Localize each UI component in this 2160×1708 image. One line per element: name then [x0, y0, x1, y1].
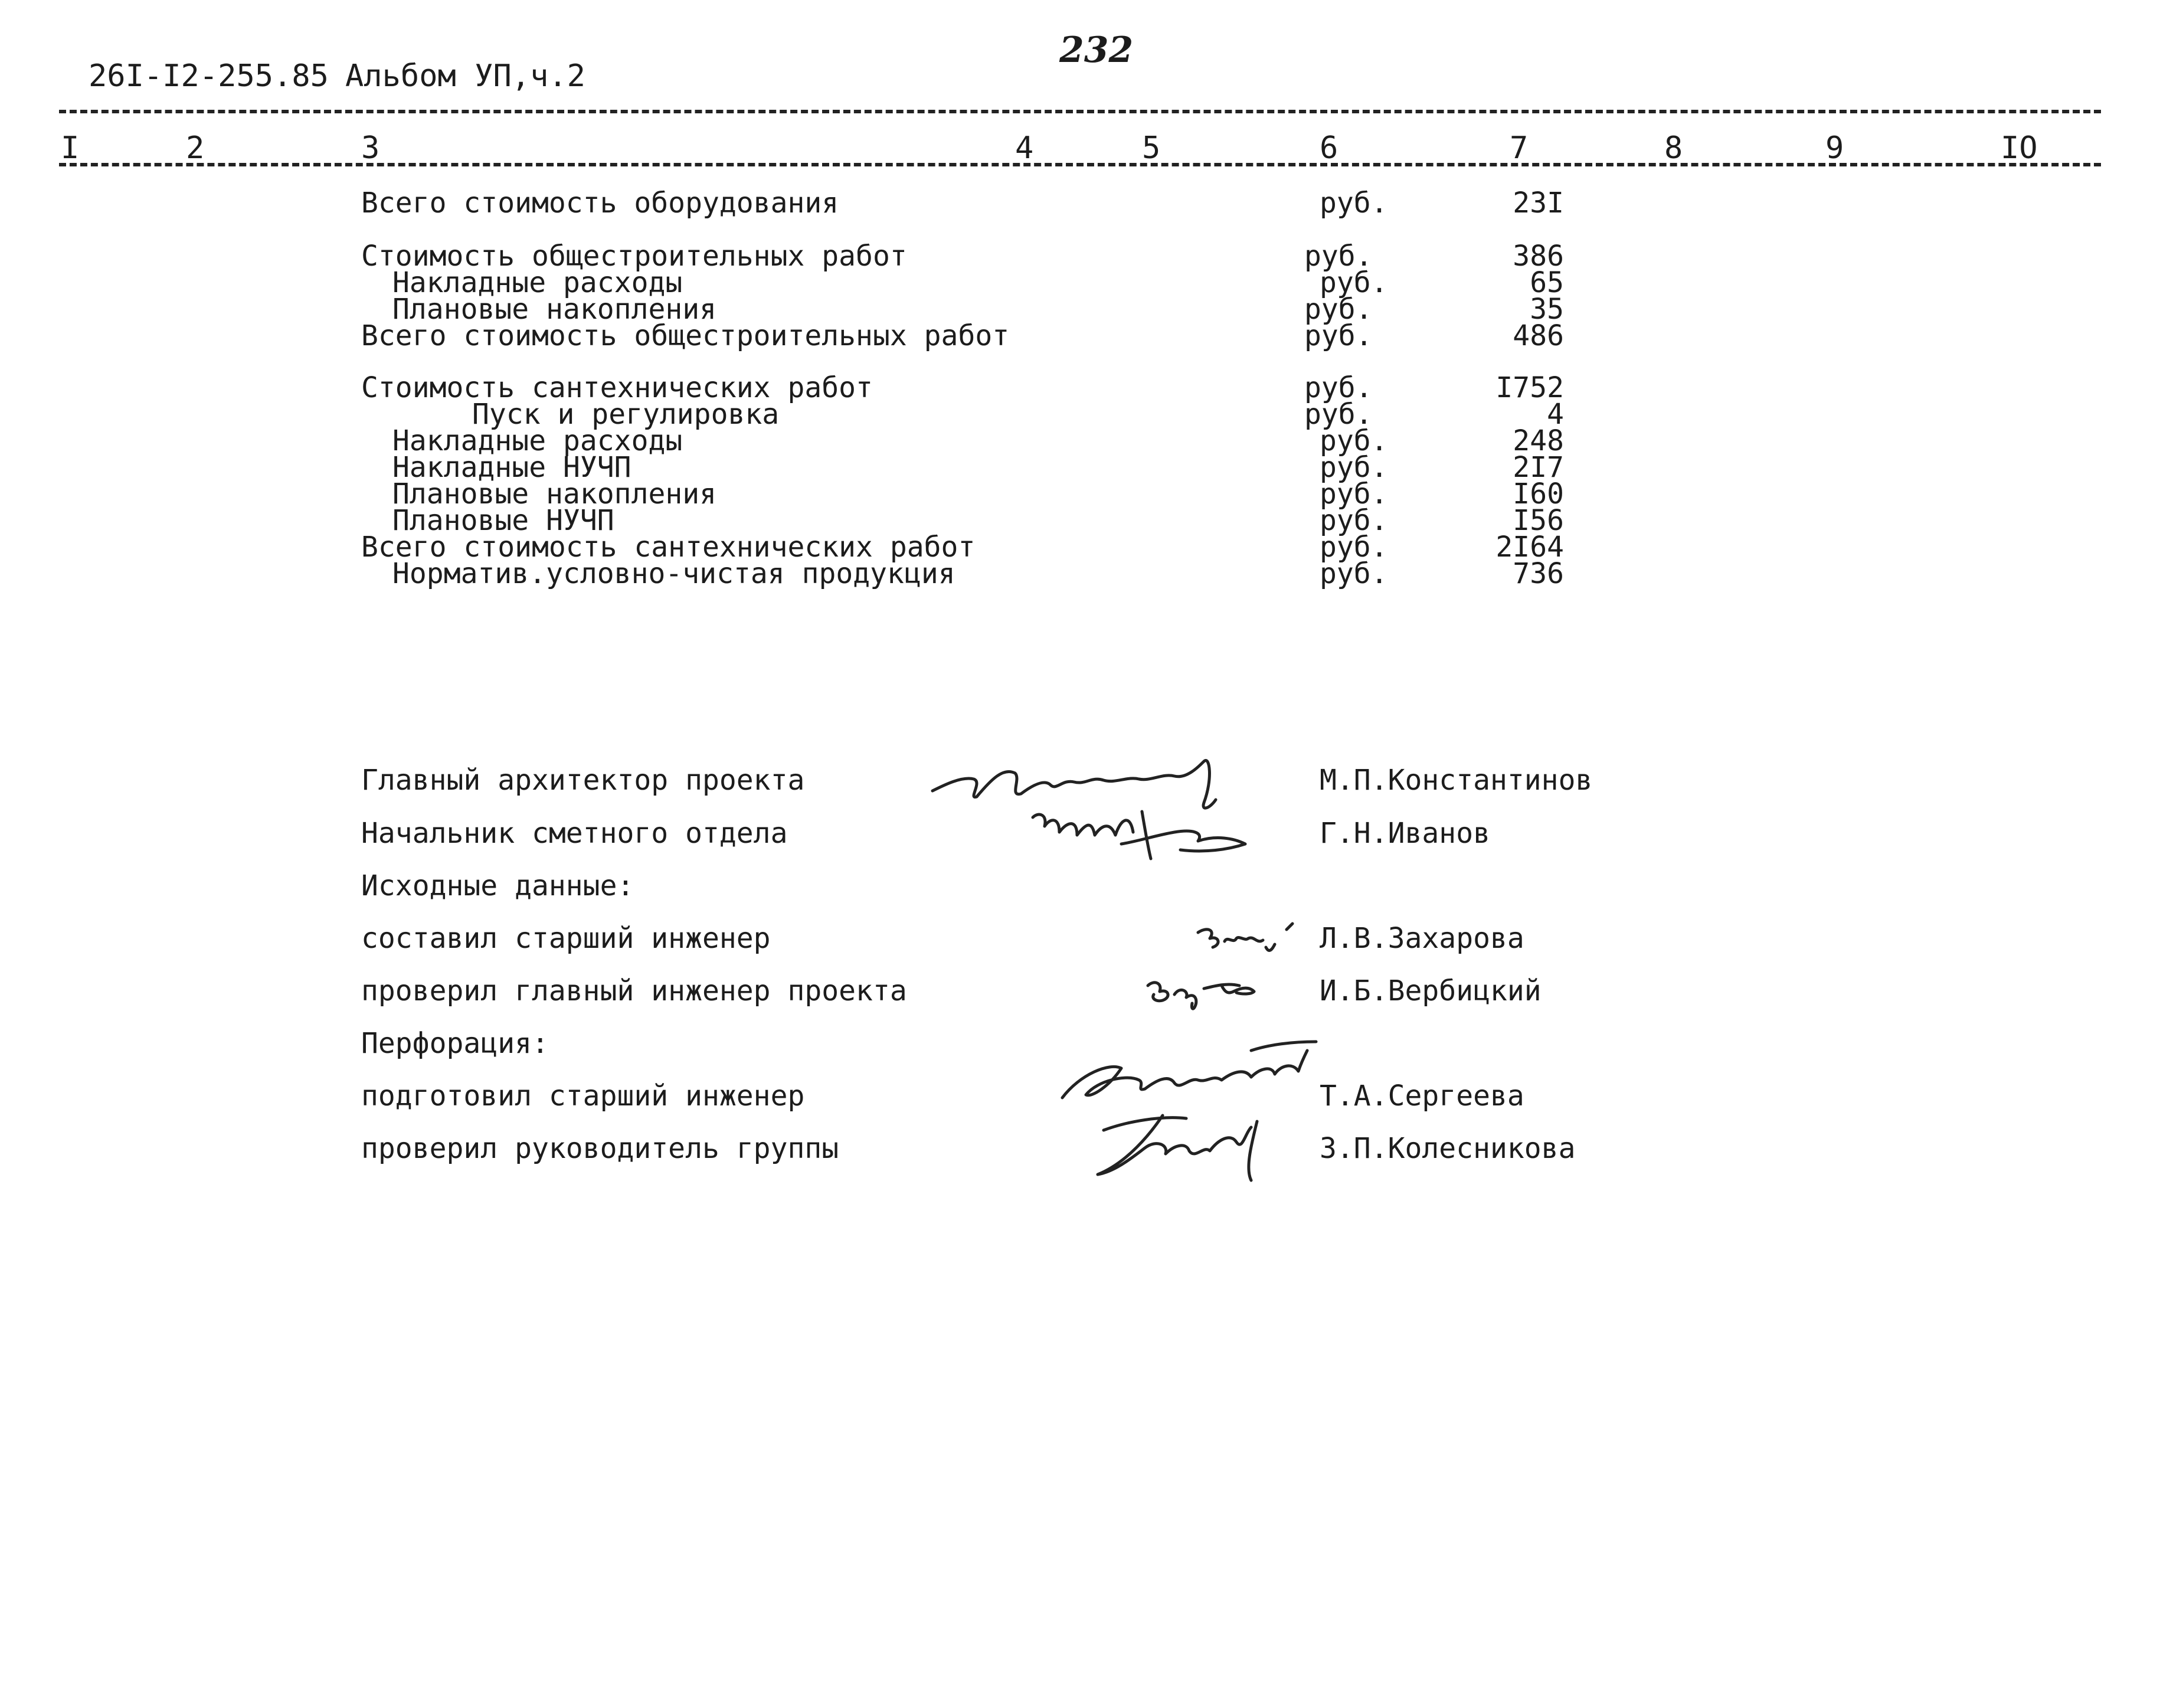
row-unit: руб.	[1304, 398, 1373, 431]
row-value: I752	[1495, 371, 1564, 404]
row-label: Накладные НУЧП	[392, 451, 631, 484]
column-number: 3	[361, 130, 380, 166]
table-row	[0, 504, 2160, 537]
column-number: IO	[2001, 130, 2038, 166]
row-unit: руб.	[1320, 266, 1388, 299]
signature-scribble	[1192, 918, 1304, 965]
table-row	[0, 557, 2160, 590]
column-number: 5	[1142, 130, 1161, 166]
column-number: 8	[1664, 130, 1683, 166]
row-label: Накладные расходы	[392, 266, 683, 299]
row-value: 486	[1513, 319, 1564, 352]
row-value: 35	[1530, 293, 1564, 326]
row-value: 2I64	[1495, 531, 1564, 564]
row-value: 248	[1513, 424, 1564, 457]
row-value: 736	[1513, 557, 1564, 590]
signature-row	[0, 1134, 2160, 1170]
signatory-name: Т.А.Сергеева	[1320, 1079, 1524, 1113]
page-number: 232	[1059, 30, 1134, 71]
signature-row	[0, 974, 2160, 1012]
row-unit: руб.	[1320, 531, 1388, 564]
table-row	[0, 531, 2160, 564]
table-row	[0, 398, 2160, 431]
table-row	[0, 266, 2160, 299]
row-unit: руб.	[1320, 557, 1388, 590]
signature-row	[0, 924, 2160, 960]
row-label: Всего стоимость сантехнических работ	[361, 531, 976, 564]
row-label: Пуск и регулировка	[472, 398, 780, 431]
top-rule	[59, 110, 2101, 113]
table-row	[0, 186, 2160, 220]
row-label: Всего стоимость общестроительных работ	[361, 319, 1010, 352]
row-value: 2I7	[1513, 451, 1564, 484]
signature-scribble	[1139, 968, 1269, 1015]
row-label: Стоимость общестроительных работ	[361, 240, 907, 273]
signatory-role: Начальник сметного отдела	[361, 817, 788, 850]
row-label: Стоимость сантехнических работ	[361, 371, 873, 404]
row-unit: руб.	[1320, 477, 1388, 511]
row-label: Норматив.условно-чистая продукция	[392, 557, 955, 590]
signatory-name: З.П.Колесникова	[1320, 1132, 1576, 1165]
row-label: Плановые накопления	[392, 477, 717, 511]
row-unit: руб.	[1304, 371, 1373, 404]
column-number: I	[61, 130, 80, 166]
signatory-name: Л.В.Захарова	[1320, 922, 1524, 955]
table-row	[0, 293, 2160, 326]
row-label: Накладные расходы	[392, 424, 683, 457]
row-unit: руб.	[1304, 319, 1373, 352]
signatory-role: проверил главный инженер проекта	[361, 974, 907, 1007]
table-row	[0, 240, 2160, 273]
row-unit: руб.	[1304, 293, 1373, 326]
section-label: Исходные данные:	[361, 869, 634, 902]
column-number: 6	[1320, 130, 1338, 166]
row-label: Всего стоимость оборудования	[361, 186, 839, 220]
row-value: 386	[1513, 240, 1564, 273]
row-value: 4	[1547, 398, 1564, 431]
signatory-role: составил старший инженер	[361, 922, 771, 955]
row-label: Плановые накопления	[392, 293, 717, 326]
album-label: Альбом УП,ч.2	[345, 58, 585, 94]
signature-scribble	[1027, 800, 1263, 871]
column-number: 9	[1825, 130, 1844, 166]
row-label: Плановые НУЧП	[392, 504, 614, 537]
signature-row	[0, 869, 2160, 907]
document-code: 26I-I2-255.85	[89, 58, 329, 94]
table-row	[0, 371, 2160, 404]
signatory-name: И.Б.Вербицкий	[1320, 974, 1542, 1007]
row-unit: руб.	[1320, 186, 1388, 220]
row-value: 23I	[1513, 186, 1564, 220]
column-number: 4	[1015, 130, 1034, 166]
row-unit: руб.	[1320, 424, 1388, 457]
column-number: 2	[186, 130, 205, 166]
row-value: I56	[1513, 504, 1564, 537]
row-value: I60	[1513, 477, 1564, 511]
table-row	[0, 424, 2160, 457]
signatory-role: подготовил старший инженер	[361, 1079, 805, 1113]
table-row	[0, 319, 2160, 352]
signatory-name: М.П.Константинов	[1320, 764, 1593, 797]
row-unit: руб.	[1304, 240, 1373, 273]
signatory-role: проверил руководитель группы	[361, 1132, 839, 1165]
table-row	[0, 477, 2160, 511]
row-unit: руб.	[1320, 504, 1388, 537]
signature-scribble	[1092, 1098, 1292, 1192]
section-label: Перфорация:	[361, 1027, 549, 1060]
column-number: 7	[1510, 130, 1529, 166]
signatory-role: Главный архитектор проекта	[361, 764, 805, 797]
row-value: 65	[1530, 266, 1564, 299]
table-row	[0, 451, 2160, 484]
signatory-name: Г.Н.Иванов	[1320, 817, 1490, 850]
row-unit: руб.	[1320, 451, 1388, 484]
